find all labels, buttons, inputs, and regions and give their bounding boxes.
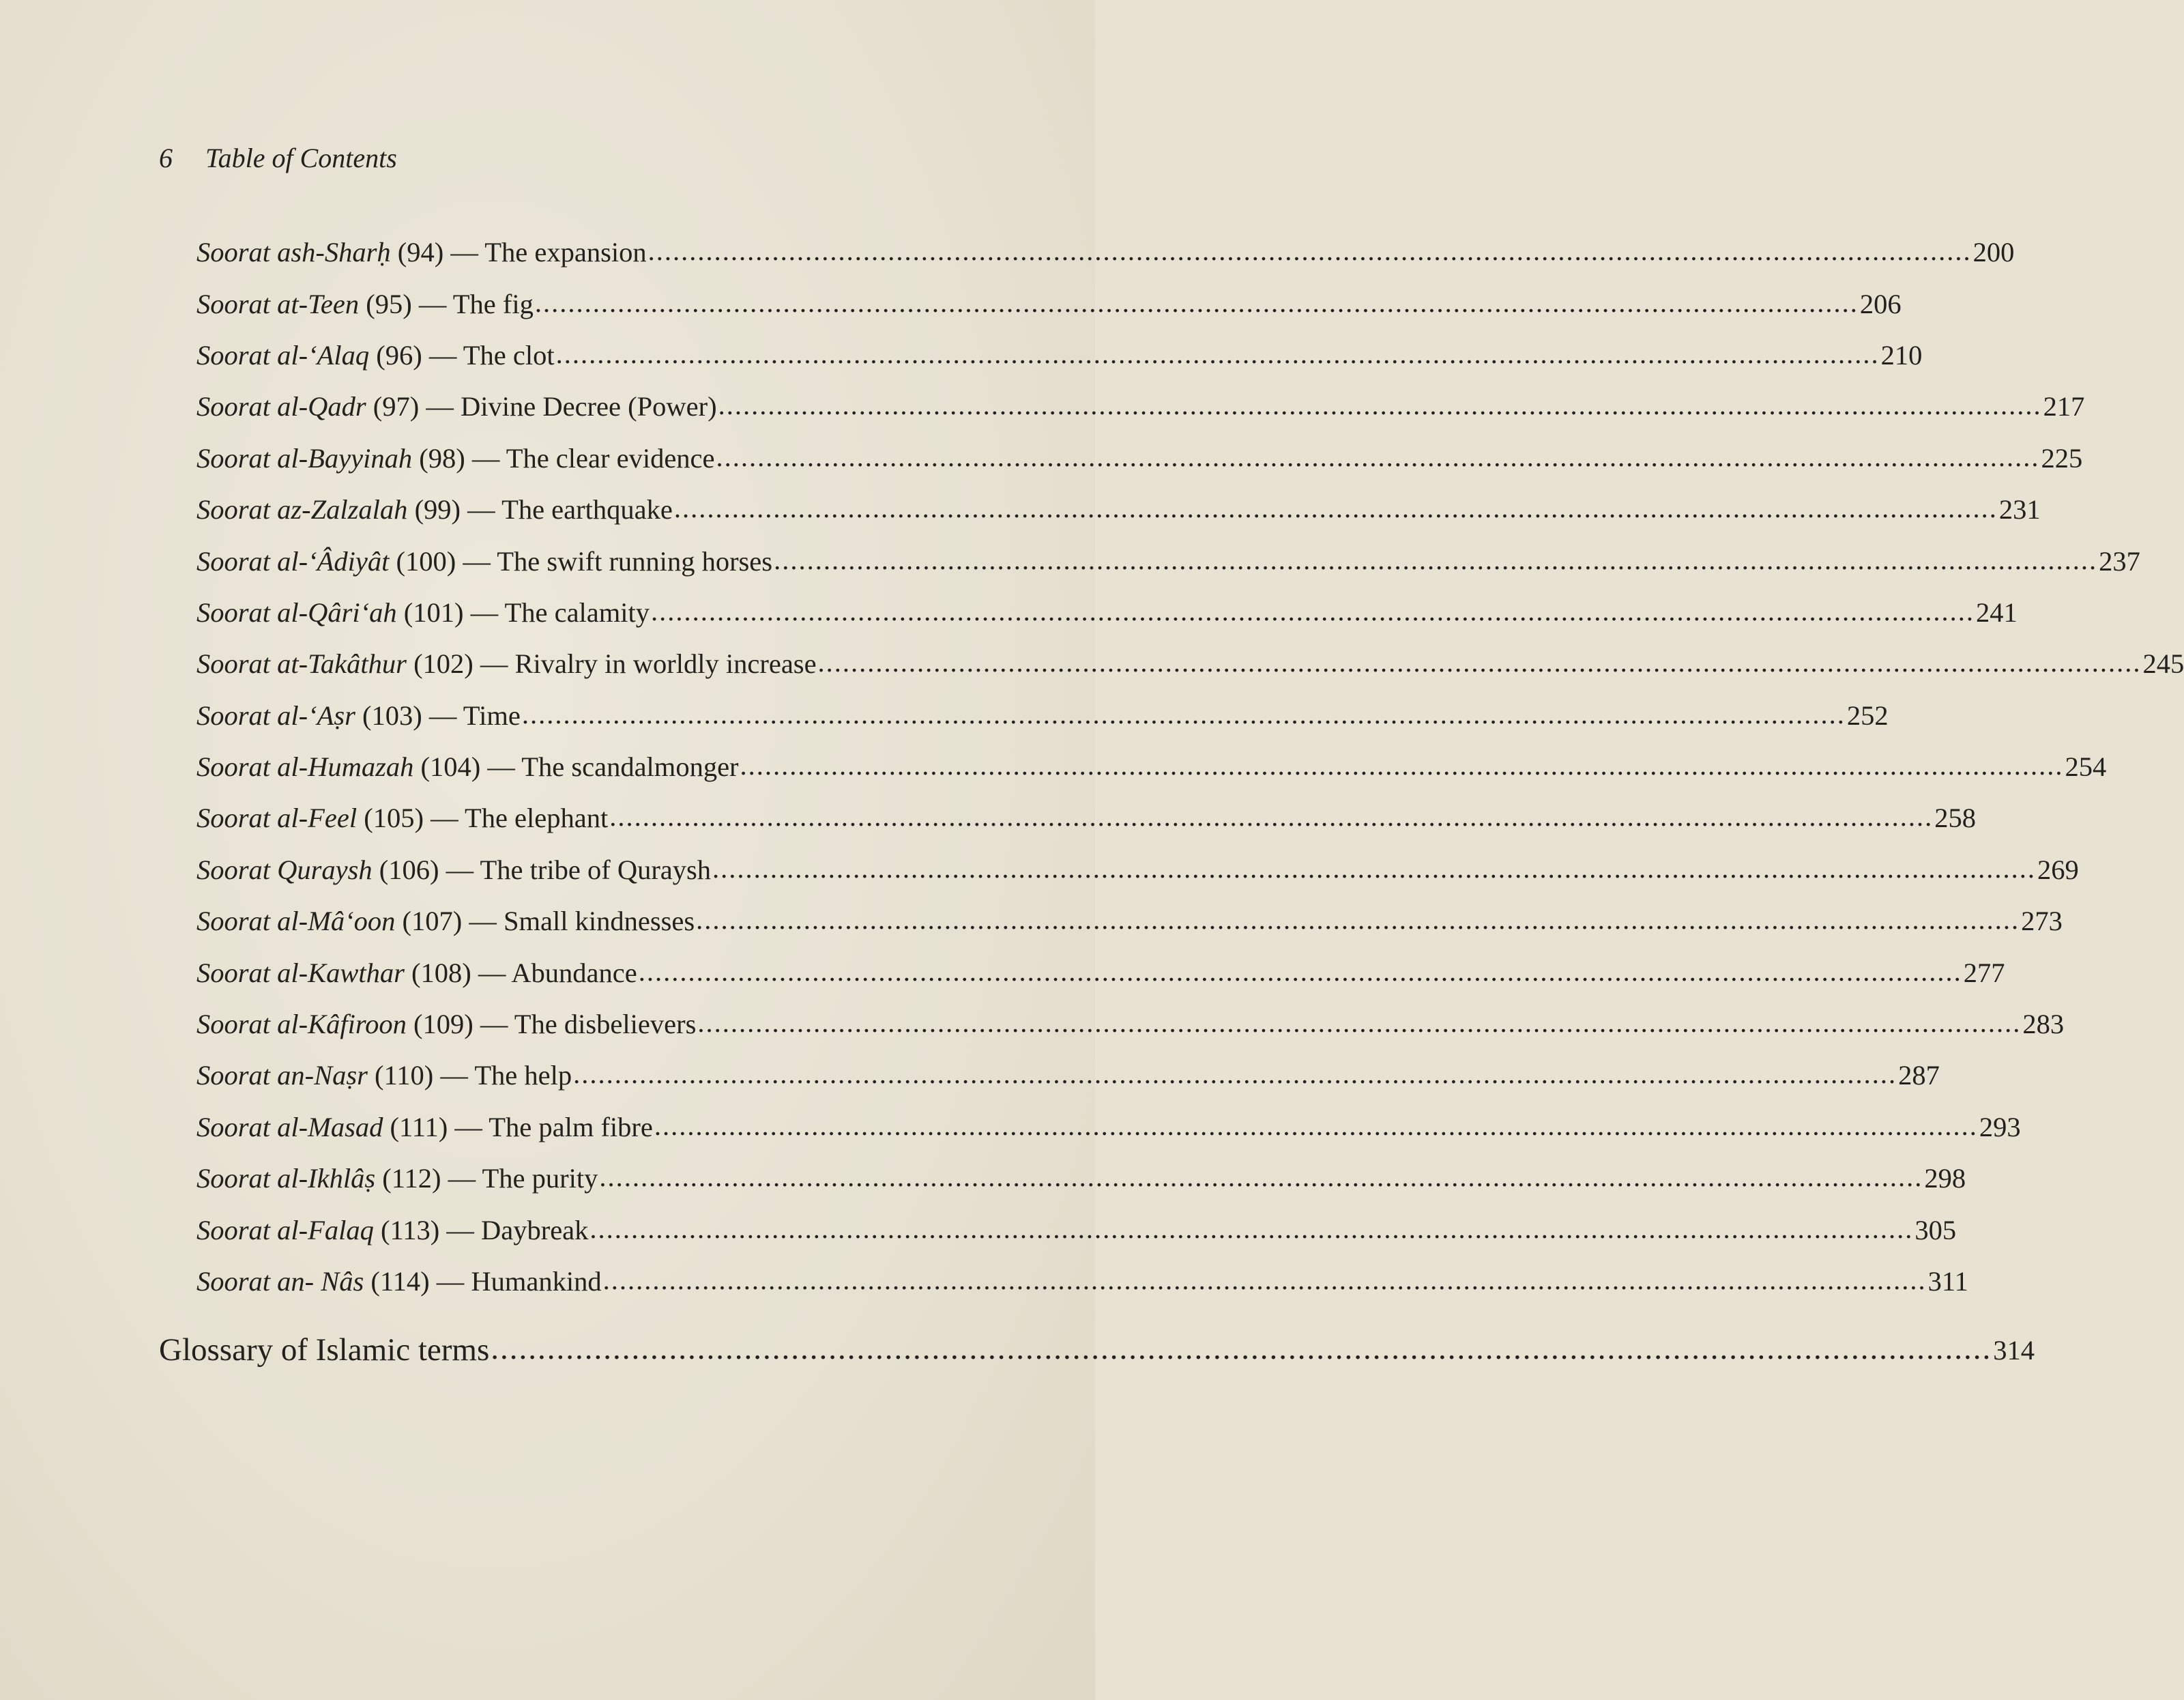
entry-title	[196, 545, 772, 577]
em-dash: —	[478, 957, 506, 988]
toc-entry[interactable]	[196, 1153, 1966, 1204]
em-dash: —	[426, 391, 454, 422]
surah-meaning: The elephant	[464, 803, 609, 834]
surah-number: (113)	[381, 1214, 440, 1245]
entry-title	[196, 596, 650, 629]
running-title: Table of Contents	[205, 143, 397, 173]
em-dash: —	[480, 648, 508, 680]
page-reference: 293	[1979, 1111, 2021, 1142]
surah-number: (109)	[413, 1009, 474, 1040]
surah-name: Soorat al-Qâri‘ah	[196, 596, 397, 628]
entry-title	[196, 648, 817, 680]
dot-leader: ................................................................................................................................................................	[609, 801, 1934, 833]
toc-entry[interactable]	[196, 792, 1976, 844]
dot-leader: ................................................................................................................................................................	[602, 1265, 1927, 1295]
page-reference: 311	[1927, 1266, 1968, 1297]
toc-entry[interactable]	[196, 741, 2107, 792]
dot-leader: ................................................................................................................................................................	[638, 955, 1962, 987]
surah-meaning: Small kindnesses	[503, 906, 695, 937]
surah-number: (108)	[411, 957, 471, 988]
page-reference: 283	[2022, 1009, 2065, 1040]
entry-title	[196, 957, 637, 989]
entry-title	[196, 1111, 653, 1143]
dot-leader: ................................................................................................................................................................	[491, 1331, 1992, 1366]
page-reference: 225	[2041, 442, 2083, 474]
page-number: 6	[159, 143, 173, 173]
em-dash: —	[446, 854, 474, 885]
dot-leader: ................................................................................................................................................................	[647, 235, 1972, 267]
page-reference: 273	[2021, 906, 2063, 937]
em-dash: —	[446, 1214, 474, 1245]
surah-name: Soorat al-Humazah	[196, 751, 414, 783]
em-dash: —	[471, 442, 500, 474]
surah-number: (103)	[362, 700, 422, 731]
page-reference: 258	[1934, 803, 1976, 834]
surah-number: (114)	[370, 1266, 430, 1297]
surah-number: (95)	[366, 288, 412, 319]
surah-name: Soorat an- Nâs	[196, 1266, 364, 1297]
page-reference: 210	[1880, 339, 1923, 371]
em-dash: —	[470, 596, 499, 628]
dot-leader: ................................................................................................................................................................	[555, 338, 1880, 369]
page-reference: 298	[1924, 1163, 1966, 1194]
entry-title	[196, 854, 711, 886]
toc-entry[interactable]	[196, 535, 2140, 586]
surah-name: Soorat al-Feel	[196, 803, 358, 834]
dot-leader: ................................................................................................................................................................	[712, 852, 2037, 884]
em-dash: —	[431, 803, 458, 834]
surah-name: Soorat al-Kawthar	[196, 957, 405, 988]
entry-title	[196, 493, 673, 525]
toc-entry[interactable]	[196, 1204, 1957, 1255]
table-of-contents	[196, 227, 2184, 1307]
surah-meaning: The tribe of Quraysh	[480, 854, 712, 885]
running-head	[159, 142, 397, 174]
surah-name: Soorat al-Bayyinah	[196, 442, 413, 474]
surah-number: (100)	[396, 545, 456, 577]
surah-name: Soorat al-Masad	[196, 1111, 383, 1142]
page-reference: 241	[1976, 596, 2018, 628]
dot-leader: ................................................................................................................................................................	[651, 595, 1975, 626]
page-reference: 206	[1859, 288, 1902, 319]
entry-title	[196, 1059, 572, 1091]
surah-number: (104)	[420, 751, 481, 783]
surah-number: (111)	[390, 1111, 448, 1142]
em-dash: —	[487, 751, 515, 783]
surah-number: (107)	[402, 906, 463, 937]
page-reference: 231	[1998, 494, 2041, 525]
toc-entry[interactable]	[196, 227, 2015, 278]
surah-meaning: The palm fibre	[489, 1111, 653, 1142]
toc-entry-glossary[interactable]	[159, 1323, 2035, 1377]
surah-name: Soorat at-Teen	[196, 288, 360, 319]
toc-entry[interactable]	[196, 278, 1902, 329]
dot-leader: ................................................................................................................................................................	[697, 1007, 2022, 1039]
toc-entry[interactable]	[196, 947, 2005, 998]
em-dash: —	[436, 1266, 465, 1297]
dot-leader: ................................................................................................................................................................	[534, 287, 1859, 318]
surah-number: (96)	[376, 339, 422, 371]
dot-leader: ................................................................................................................................................................	[716, 441, 2040, 472]
surah-number: (101)	[403, 596, 464, 628]
surah-meaning: The earthquake	[501, 494, 673, 525]
surah-meaning: The disbelievers	[514, 1009, 697, 1040]
page-reference: 277	[1963, 957, 2005, 988]
toc-entry[interactable]	[196, 484, 2041, 535]
surah-meaning: Abundance	[511, 957, 637, 988]
surah-name: Soorat at-Takâthur	[196, 648, 407, 680]
entry-title	[196, 288, 534, 320]
em-dash: —	[428, 700, 457, 731]
surah-number: (102)	[413, 648, 474, 680]
toc-entry[interactable]	[196, 1050, 1940, 1101]
surah-meaning: Humankind	[471, 1266, 602, 1297]
entry-title	[196, 700, 521, 732]
entry-title	[196, 339, 555, 371]
toc-entry[interactable]	[196, 330, 1923, 381]
entry-title	[196, 1008, 696, 1040]
entry-title	[196, 802, 608, 834]
surah-number: (105)	[364, 803, 424, 834]
dot-leader: ................................................................................................................................................................	[774, 544, 2098, 575]
surah-meaning: Daybreak	[480, 1214, 589, 1245]
surah-number: (106)	[379, 854, 439, 885]
surah-name: Soorat al-‘Aṣr	[196, 700, 355, 731]
surah-name: Soorat al-‘Âdiyât	[196, 545, 390, 577]
entry-title	[196, 1265, 602, 1297]
em-dash: —	[428, 339, 457, 371]
page-reference: 217	[2043, 391, 2085, 422]
surah-name: Soorat al-Ikhlâṣ	[196, 1163, 376, 1194]
dot-leader: ................................................................................................................................................................	[589, 1213, 1914, 1244]
toc-entry[interactable]	[196, 690, 1889, 741]
toc-entry[interactable]	[196, 844, 2079, 895]
page-reference: 314	[1993, 1334, 2035, 1366]
surah-meaning: The fig	[452, 288, 534, 319]
toc-entry[interactable]	[196, 1256, 1968, 1307]
surah-name: Soorat ash-Sharḥ	[196, 237, 391, 268]
toc-entry[interactable]	[196, 998, 2065, 1050]
dot-leader: ................................................................................................................................................................	[573, 1058, 1897, 1090]
surah-name: Soorat Quraysh	[196, 854, 373, 885]
surah-meaning: The calamity	[504, 596, 650, 628]
entry-title	[196, 751, 739, 783]
toc-entry[interactable]	[196, 638, 2184, 689]
dot-leader: ................................................................................................................................................................	[696, 904, 2020, 936]
em-dash: —	[463, 545, 491, 577]
surah-meaning: The purity	[482, 1163, 598, 1194]
surah-meaning: The expansion	[484, 237, 647, 268]
em-dash: —	[467, 494, 495, 525]
toc-entry[interactable]	[196, 381, 2085, 432]
surah-number: (98)	[419, 442, 465, 474]
surah-number: (94)	[397, 237, 444, 268]
em-dash: —	[448, 1163, 476, 1194]
page-reference: 252	[1846, 700, 1889, 731]
surah-name: Soorat al-Mâ‘oon	[196, 906, 396, 937]
entry-title	[196, 905, 695, 937]
page-reference: 287	[1898, 1060, 1940, 1091]
dot-leader: ................................................................................................................................................................	[673, 493, 1998, 524]
em-dash: —	[454, 1111, 482, 1142]
em-dash: —	[469, 906, 497, 937]
entry-title	[196, 390, 717, 422]
em-dash: —	[440, 1060, 468, 1091]
glossary-title: Glossary of Islamic terms	[159, 1332, 490, 1368]
page-reference: 254	[2065, 751, 2107, 783]
surah-name: Soorat an-Naṣr	[196, 1060, 368, 1091]
toc-entry[interactable]	[196, 433, 2083, 484]
surah-meaning: Time	[463, 700, 521, 731]
page-reference: 269	[2037, 854, 2079, 885]
surah-number: (97)	[373, 391, 420, 422]
surah-meaning: The clot	[463, 339, 555, 371]
entry-title	[196, 442, 715, 474]
dot-leader: ................................................................................................................................................................	[718, 390, 2042, 421]
toc-entry[interactable]	[196, 1101, 2021, 1153]
entry-title	[196, 1214, 588, 1246]
surah-meaning: The clear evidence	[506, 442, 715, 474]
surah-name: Soorat al-Qadr	[196, 391, 366, 422]
entry-title	[196, 1162, 598, 1194]
em-dash: —	[480, 1009, 508, 1040]
surah-name: Soorat al-Falaq	[196, 1214, 374, 1245]
dot-leader: ................................................................................................................................................................	[654, 1110, 1978, 1141]
surah-number: (99)	[414, 494, 461, 525]
toc-entry[interactable]	[196, 587, 2018, 638]
toc-entry[interactable]	[196, 895, 2063, 947]
dot-leader: ................................................................................................................................................................	[740, 750, 2064, 781]
surah-meaning: The swift running horses	[497, 545, 773, 577]
surah-name: Soorat al-‘Alaq	[196, 339, 370, 371]
page-reference: 237	[2099, 545, 2140, 577]
surah-meaning: Divine Decree (Power)	[461, 391, 717, 422]
surah-meaning: The scandalmonger	[521, 751, 739, 783]
dot-leader: ................................................................................................................................................................	[599, 1162, 1923, 1193]
surah-meaning: Rivalry in worldly increase	[514, 648, 817, 680]
page-reference: 245	[2142, 648, 2184, 680]
surah-number: (110)	[375, 1060, 434, 1091]
page-reference: 305	[1914, 1214, 1957, 1245]
surah-number: (112)	[382, 1163, 441, 1194]
em-dash: —	[450, 237, 478, 268]
page-reference: 200	[1972, 237, 2015, 268]
dot-leader: ................................................................................................................................................................	[521, 698, 1846, 730]
surah-name: Soorat al-Kâfiroon	[196, 1009, 407, 1040]
surah-name: Soorat az-Zalzalah	[196, 494, 408, 525]
entry-title	[196, 236, 647, 268]
surah-meaning: The help	[474, 1060, 572, 1091]
dot-leader: ................................................................................................................................................................	[817, 647, 2142, 678]
em-dash: —	[418, 288, 447, 319]
